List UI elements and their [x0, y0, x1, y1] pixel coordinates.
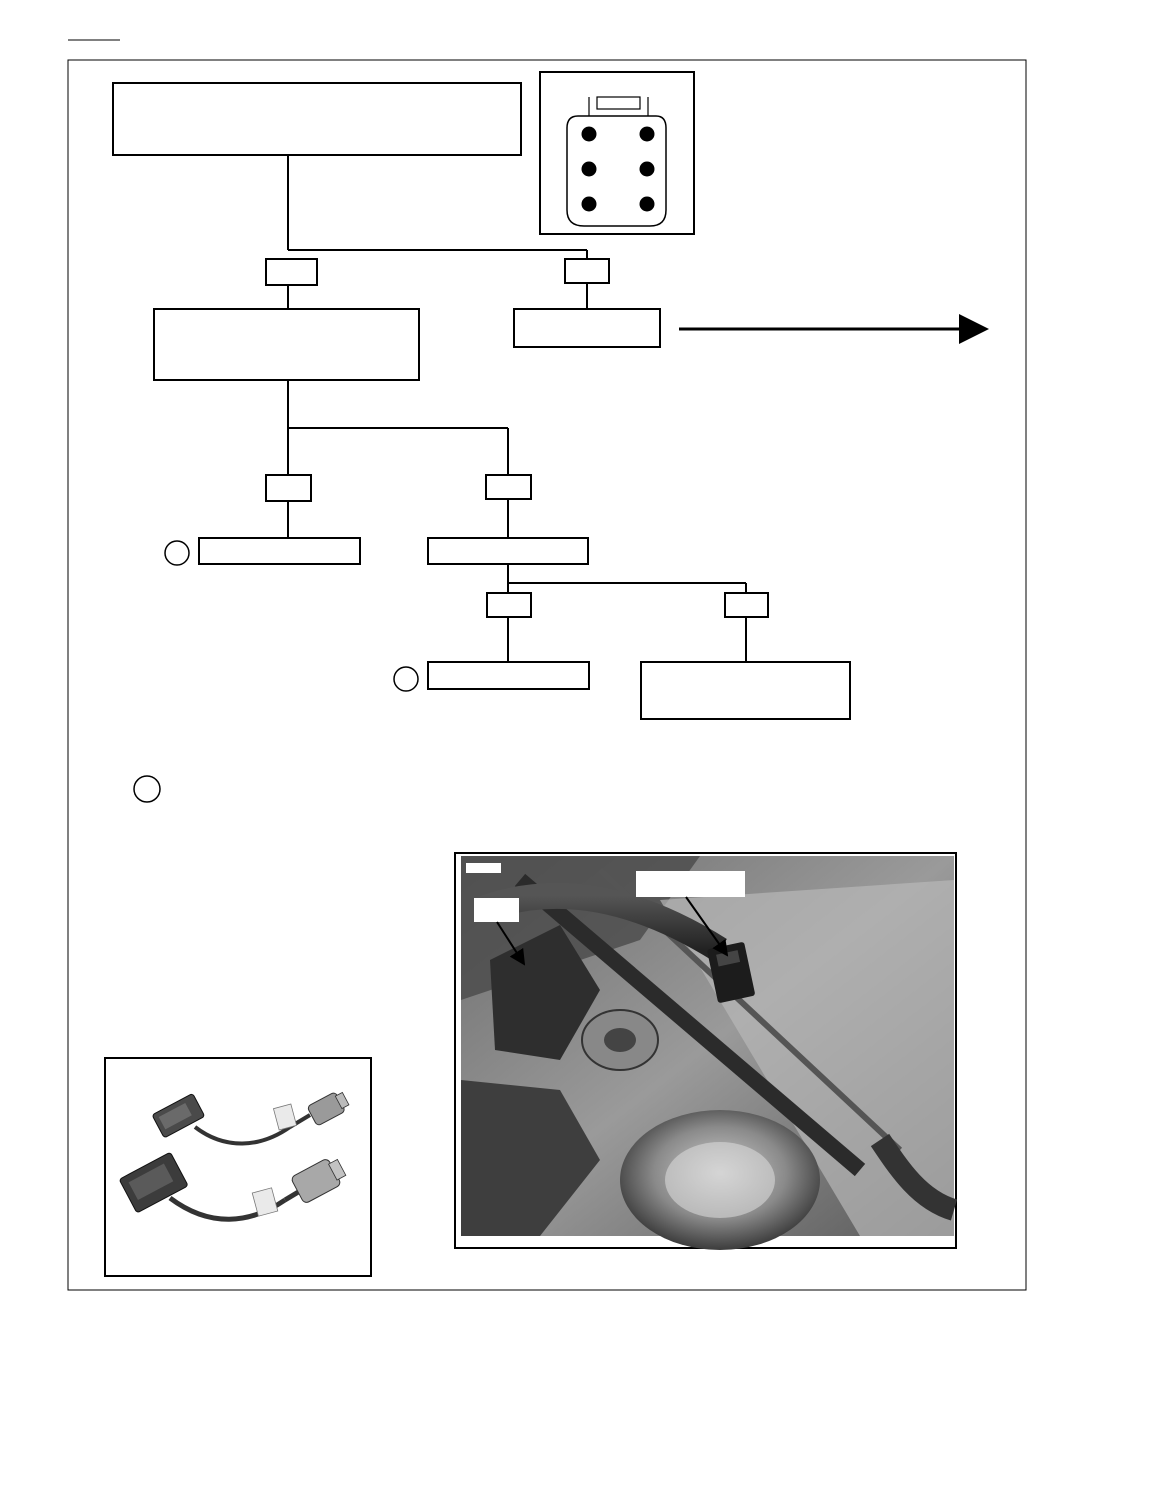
step-2-box — [154, 309, 419, 380]
connector-latch — [597, 97, 640, 109]
marker-circle-1 — [165, 541, 189, 565]
adapter-harness-image — [105, 1058, 371, 1276]
connector-pin-6 — [640, 197, 655, 212]
result-bottom-right-box — [641, 662, 850, 719]
branch-label-box-4 — [486, 475, 531, 499]
connector-pin-4 — [640, 162, 655, 177]
branch-label-box-5 — [487, 593, 531, 617]
connector-figure — [540, 72, 694, 234]
side-result-box — [514, 309, 660, 347]
connector-pin-2 — [640, 127, 655, 142]
flowchart — [113, 83, 850, 802]
connector-pin-1 — [582, 127, 597, 142]
result-left-box — [199, 538, 360, 564]
photo-label-left-box — [474, 898, 519, 922]
result-bottom-left-box — [428, 662, 589, 689]
engine-photo — [455, 853, 956, 1250]
connector-pin-3 — [582, 162, 597, 177]
photo-label-right-box — [636, 871, 745, 897]
branch-label-box-6 — [725, 593, 768, 617]
branch-label-box-2 — [565, 259, 609, 283]
marker-circle-2 — [394, 667, 418, 691]
start-box — [113, 83, 521, 155]
photo-tag — [466, 863, 501, 873]
branch-label-box-3 — [266, 475, 311, 501]
branch-label-box-1 — [266, 259, 317, 285]
connector-pin-5 — [582, 197, 597, 212]
step-3-box — [428, 538, 588, 564]
marker-circle-3 — [134, 776, 160, 802]
